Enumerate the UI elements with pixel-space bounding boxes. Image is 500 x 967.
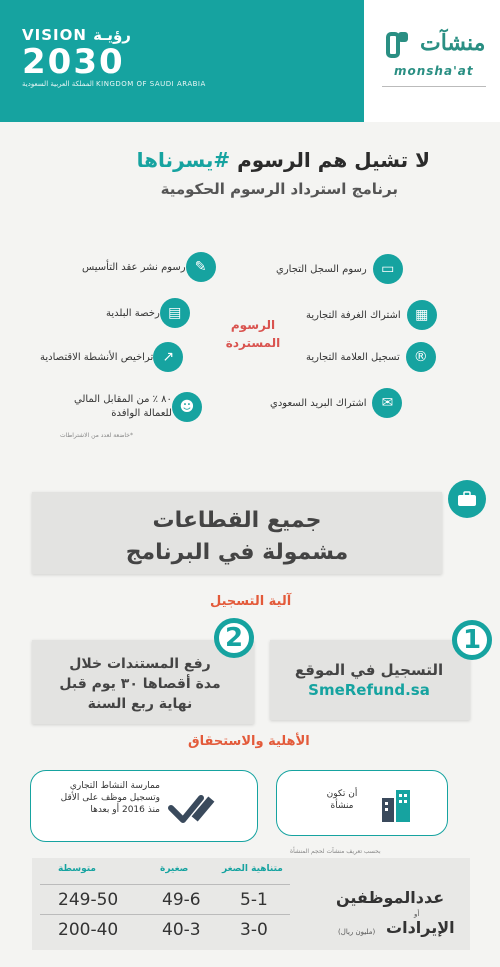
eligibility-establishment-line1: أن تكون [326,789,358,799]
table-row-unit: (مليون ريال) [338,928,376,936]
table-cell: 3-0 [240,920,268,940]
table-cell: 49-6 [162,890,201,910]
main-title-text: لا تشيل هم الرسوم [237,148,430,172]
table-divider [40,914,290,915]
people-icon: ☻ [172,392,202,422]
document-edit-icon: ✎ [186,252,216,282]
eligibility-title: الأهلية والاستحقاق [188,734,310,749]
fee-label: تسجيل العلامة التجارية [306,351,400,363]
fee-item-trademark [306,342,436,372]
table-cell: 40-3 [162,920,201,940]
table-divider [40,884,290,885]
step-1-line1: التسجيل في الموقع [294,661,444,679]
table-cell: 249-50 [58,890,119,910]
table-row-connector: أو [414,910,420,918]
building-icon: ▦ [407,300,437,330]
brand-english: monsha'at [394,64,474,78]
growth-chart-icon: ↗ [153,342,183,372]
fee-label: رسوم السجل التجاري [276,263,367,275]
sectors-text [32,505,442,569]
certificate-icon: ▭ [373,254,403,284]
step-1-url: SmeRefund.sa [308,681,430,699]
refunded-fees-line2: المستردة [225,336,281,350]
fee-label: اشتراك البريد السعودي [270,397,367,409]
fee-item-saudi-post [270,388,402,418]
table-row-label: الإيرادات [386,918,455,937]
fee-item-economic-licenses [34,342,183,372]
step-1-text [276,660,462,700]
eligibility-activity-line2: وتسجيل موظف على الأقل [60,793,160,803]
eligibility-establishment-line2: منشأة [330,801,354,811]
header-banner [0,0,500,122]
monshaat-logo [364,0,500,122]
fee-label-line2: للعمالة الوافدة [111,408,172,419]
eligibility-activity-line1: ممارسة النشاط التجاري [69,781,160,791]
sectors-line2: مشمولة في البرنامج [125,540,349,565]
table-header-micro: متناهية الصغر [222,864,283,874]
sectors-line1: جميع القطاعات [152,508,322,533]
table-cell: 200-40 [58,920,119,940]
registration-title: آلية التسجيل [210,594,292,609]
eligibility-establishment-text [310,788,374,812]
refunded-fees-label [218,316,288,352]
fee-item-commercial-register [276,254,403,284]
vision-subtitle: المملكة العربية السعودية KINGDOM OF SAUDI ARABIA [22,80,206,88]
fee-item-articles-publication [76,252,216,282]
fee-label: تراخيص الأنشطة الاقتصادية [40,351,154,363]
brand-divider [382,86,486,96]
fee-label [74,393,172,421]
brand-arabic: منشآت [420,30,486,56]
step-2-text [40,654,240,714]
table-header-medium: متوسطة [58,864,96,874]
eligibility-footnote: بحسب تعريف منشآت لحجم المنشأة [290,848,381,855]
license-icon: ▤ [160,298,190,328]
fee-label: رخصة البلدية [106,307,160,319]
fee-item-expat-labor [68,392,202,422]
fee-label-line1: ٨٠ ٪ من المقابل المالي [74,394,172,405]
fees-footnote: *خاضعة لعدد من الاشتراطات [60,432,133,439]
briefcase-icon [448,480,486,518]
step-1-number: 1 [452,620,492,660]
step-2-number: 2 [214,618,254,658]
fee-label: رسوم نشر عقد التأسيس [82,261,186,273]
table-row-label: عددالموظفين [336,888,445,907]
mail-icon: ✉ [372,388,402,418]
main-title [137,148,430,172]
step-2-line1: رفع المستندات خلال [69,656,211,672]
fee-label: اشتراك الغرفة التجارية [306,309,401,321]
vision-2030-logo [22,26,206,88]
main-title-hashtag: #يسرناها [136,148,231,172]
eligibility-activity-text [42,780,160,816]
vision-year: 2030 [22,42,125,82]
eligibility-activity-line3: منذ 2016 أو بعدها [90,805,160,815]
briefcase-glyph [457,491,477,507]
check-pencil-icon [165,786,221,830]
step-2-line3: نهاية ربع السنة [87,696,193,712]
table-header-small: صغيرة [160,864,189,874]
fee-item-chamber-of-commerce [306,300,437,330]
trademark-icon: ® [406,342,436,372]
step-2-line2: مدة أقصاها ٣٠ يوم قبل [59,676,221,692]
vision-top-text: VISION رؤيـة [22,26,131,44]
monshaat-mark-icon [386,30,422,60]
buildings-icon [380,788,414,822]
table-cell: 5-1 [240,890,268,910]
refunded-fees-line1: الرسوم [230,318,276,332]
fee-item-municipal-license [100,298,190,328]
subtitle: برنامج استرداد الرسوم الحكومية [160,180,398,198]
